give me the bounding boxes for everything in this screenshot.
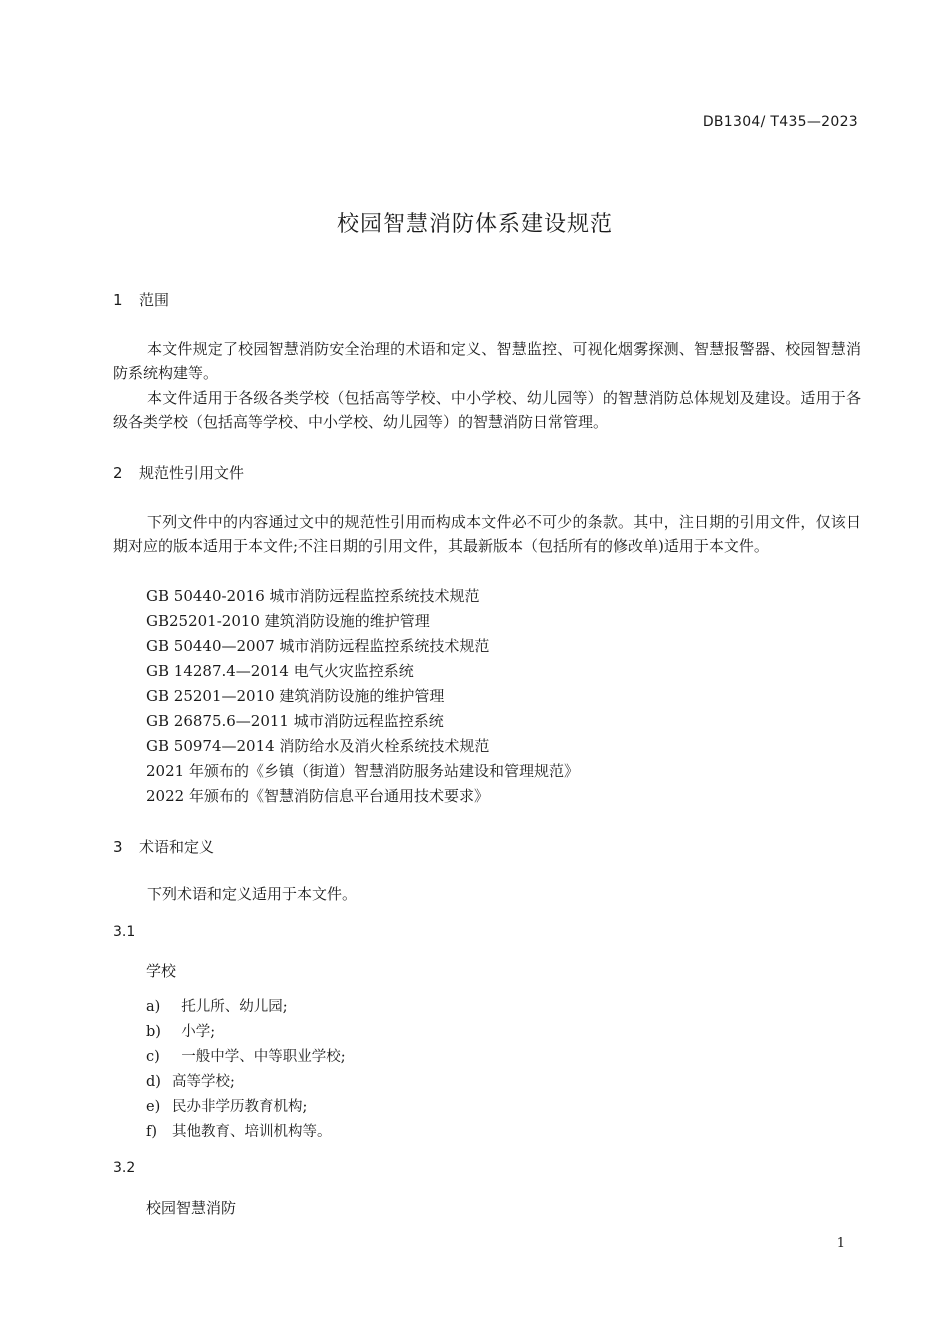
document-title: 校园智慧消防体系建设规范 [336,212,613,237]
section-title: 规范性引用文件 [139,464,245,482]
list-marker: a) [146,999,161,1015]
reference-item: GB 26875.6—2011 城市消防远程监控系统 [146,712,444,730]
scope-paragraph-2: 本文件适用于各级各类学校（包括高等学校、中小学校、幼儿园等）的智慧消防总体规划及建设。适用于各级各类学校（包括高等学校、中小学校、幼儿园等）的智慧消防日常管理。 [113,389,861,431]
page-number: 1 [836,1236,845,1251]
term-name: 校园智慧消防 [146,1199,237,1217]
list-text: 其他教育、培训机构等。 [172,1124,332,1140]
reference-item: 2021 年颁布的《乡镇（街道）智慧消防服务站建设和管理规范》 [146,762,579,780]
list-item [146,1045,346,1070]
section-title: 术语和定义 [139,838,215,856]
section-number: 3 [113,838,123,856]
list-marker: b) [146,1024,161,1040]
list-item [146,1120,346,1145]
list-text: 小学; [181,1024,216,1040]
list-item [146,1070,346,1095]
list-marker: d) [146,1074,161,1090]
reference-item: GB 25201—2010 建筑消防设施的维护管理 [146,687,445,705]
section-title: 范围 [139,291,170,309]
reference-item: GB 50440—2007 城市消防远程监控系统技术规范 [146,637,490,655]
list-item [146,1020,346,1045]
list-marker: f) [146,1124,158,1140]
list-item [146,995,346,1020]
section-number: 1 [113,291,123,309]
list-marker: c) [146,1049,160,1065]
section-heading-scope [113,289,169,310]
scope-paragraph-1: 本文件规定了校园智慧消防安全治理的术语和定义、智慧监控、可视化烟雾探测、智慧报警器、校园智慧消防系统构建等。 [113,340,861,382]
section-number: 2 [113,464,123,482]
list-text: 托儿所、幼儿园; [181,999,288,1015]
term-item-list [146,995,346,1145]
term-number: 3.2 [113,1160,136,1176]
reference-item: GB 50974—2014 消防给水及消火栓系统技术规范 [146,737,490,755]
reference-item: GB25201-2010 建筑消防设施的维护管理 [146,612,430,630]
reference-item: GB 50440-2016 城市消防远程监控系统技术规范 [146,587,480,605]
reference-item: 2022 年颁布的《智慧消防信息平台通用技术要求》 [146,787,489,805]
section-heading-terms [113,836,214,857]
list-marker: e) [146,1099,161,1115]
list-text: 一般中学、中等职业学校; [181,1049,346,1065]
term-name: 学校 [146,962,177,980]
list-item [146,1095,346,1120]
reference-list [146,584,579,809]
references-intro: 下列文件中的内容通过文中的规范性引用而构成本文件必不可少的条款。其中，注日期的引用文件，仅该日期对应的版本适用于本文件;不注日期的引用文件，其最新版本（包括所有的修改单)适用于本文件。 [113,513,861,555]
reference-item: GB 14287.4—2014 电气火灾监控系统 [146,662,414,680]
list-text: 民办非学历教育机构; [172,1099,308,1115]
term-number: 3.1 [113,924,136,940]
terms-intro: 下列术语和定义适用于本文件。 [147,885,358,903]
document-code: DB1304/ T435—2023 [702,114,858,130]
list-text: 高等学校; [172,1074,235,1090]
section-heading-references [113,462,244,483]
